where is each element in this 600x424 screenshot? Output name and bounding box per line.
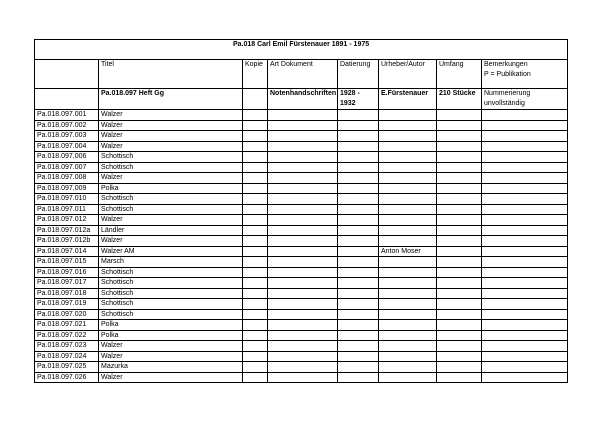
cell-umfang [437,204,482,215]
cell-id: Pa.018.097.008 [35,173,99,184]
cell-urheber [379,110,437,121]
cell-bemerkungen [482,341,568,352]
cell-titel: Schottisch [99,278,243,289]
cell-umfang [437,194,482,205]
cell-art [268,278,338,289]
cell-urheber [379,299,437,310]
cell-urheber [379,204,437,215]
cell-bemerkungen [482,257,568,268]
cell-id: Pa.018.097.023 [35,341,99,352]
cell-kopie [243,278,268,289]
table-row [35,351,568,362]
table-row [35,120,568,131]
cell-titel: Walzer [99,120,243,131]
cell-art [268,372,338,383]
cell-kopie [243,173,268,184]
cell-titel: Schottisch [99,204,243,215]
cell-art [268,288,338,299]
cell-umfang [437,141,482,152]
cell-id: Pa.018.097.018 [35,288,99,299]
cell-umfang [437,173,482,184]
cell-art [268,215,338,226]
cell-umfang [437,372,482,383]
table-row [35,362,568,373]
header-bemerkungen [482,60,568,89]
cell-art [268,341,338,352]
table-row [35,288,568,299]
cell-datierung [338,236,379,247]
header-kopie: Kopie [243,60,268,89]
cell-datierung [338,330,379,341]
table-row [35,299,568,310]
cell-urheber [379,309,437,320]
cell-bemerkungen [482,267,568,278]
cell-art [268,204,338,215]
cell-titel: Polka [99,320,243,331]
header-bemerkungen-line2: P = Publikation [484,70,531,78]
cell-id: Pa.018.097.003 [35,131,99,142]
cell-umfang [437,215,482,226]
table-row [35,236,568,247]
cell-urheber [379,278,437,289]
cell-id: Pa.018.097.001 [35,110,99,121]
cell-bemerkungen [482,141,568,152]
cell-datierung [338,299,379,310]
cell-urheber [379,267,437,278]
header-urheber: Urheber/Autor [379,60,437,89]
cell-datierung [338,131,379,142]
cell-kopie [243,110,268,121]
cell-titel: Schottisch [99,194,243,205]
cell-bemerkungen [482,236,568,247]
cell-bemerkungen [482,246,568,257]
cell-bemerkungen [482,120,568,131]
cell-umfang [437,257,482,268]
cell-umfang [437,351,482,362]
cell-kopie [243,309,268,320]
cell-kopie [243,141,268,152]
cell-umfang [437,246,482,257]
cell-titel: Schottisch [99,267,243,278]
cell-kopie [243,320,268,331]
table-row [35,152,568,163]
cell-datierung [338,173,379,184]
cell-urheber [379,183,437,194]
cell-kopie [243,152,268,163]
cell-art [268,299,338,310]
cell-urheber [379,141,437,152]
table-row [35,173,568,184]
cell-art [268,257,338,268]
cell-id: Pa.018.097.021 [35,320,99,331]
header-row [35,60,568,89]
cell-id: Pa.018.097.004 [35,141,99,152]
cell-titel: Walzer [99,110,243,121]
cell-datierung [338,110,379,121]
table-row [35,131,568,142]
cell-bemerkungen [482,215,568,226]
cell-art [268,246,338,257]
cell-id: Pa.018.097.024 [35,351,99,362]
cell-art [268,152,338,163]
cell-umfang [437,288,482,299]
cell-bemerkungen [482,330,568,341]
cell-urheber [379,372,437,383]
cell-urheber [379,330,437,341]
table-row [35,320,568,331]
table-row [35,141,568,152]
cell-titel: Walzer [99,372,243,383]
table-row [35,309,568,320]
cell-titel: Schottisch [99,299,243,310]
cell-art [268,162,338,173]
cell-art [268,236,338,247]
cell-umfang [437,120,482,131]
group-titel: Pa.018.097 Heft Gg [99,89,243,110]
group-datierung: 1928 - 1932 [338,89,379,110]
cell-id: Pa.018.097.012a [35,225,99,236]
cell-titel: Walzer [99,131,243,142]
cell-kopie [243,299,268,310]
cell-art [268,173,338,184]
cell-id: Pa.018.097.009 [35,183,99,194]
cell-kopie [243,194,268,205]
cell-art [268,362,338,373]
cell-datierung [338,362,379,373]
cell-art [268,120,338,131]
cell-datierung [338,372,379,383]
page-title: Pa.018 Carl Emil Fürstenauer 1891 - 1975 [35,40,568,60]
cell-bemerkungen [482,320,568,331]
cell-umfang [437,183,482,194]
cell-art [268,141,338,152]
cell-bemerkungen [482,152,568,163]
cell-kopie [243,162,268,173]
cell-datierung [338,152,379,163]
cell-id: Pa.018.097.014 [35,246,99,257]
cell-titel: Mazurka [99,362,243,373]
cell-umfang [437,110,482,121]
cell-datierung [338,183,379,194]
cell-umfang [437,362,482,373]
cell-art [268,330,338,341]
cell-bemerkungen [482,309,568,320]
table-row [35,257,568,268]
cell-art [268,320,338,331]
cell-titel: Ländler [99,225,243,236]
cell-id: Pa.018.097.011 [35,204,99,215]
table-row [35,110,568,121]
cell-titel: Schottisch [99,152,243,163]
cell-datierung [338,162,379,173]
table-row [35,194,568,205]
cell-id: Pa.018.097.015 [35,257,99,268]
cell-datierung [338,288,379,299]
cell-urheber [379,362,437,373]
cell-bemerkungen [482,173,568,184]
table-row [35,183,568,194]
cell-umfang [437,267,482,278]
cell-kopie [243,362,268,373]
cell-titel: Walzer [99,236,243,247]
cell-urheber [379,288,437,299]
cell-urheber [379,341,437,352]
cell-bemerkungen [482,110,568,121]
cell-id: Pa.018.097.006 [35,152,99,163]
cell-id: Pa.018.097.002 [35,120,99,131]
cell-art [268,110,338,121]
cell-titel: Walzer [99,141,243,152]
cell-bemerkungen [482,288,568,299]
table-row [35,341,568,352]
cell-id: Pa.018.097.019 [35,299,99,310]
cell-kopie [243,288,268,299]
cell-titel: Schottisch [99,288,243,299]
cell-urheber [379,351,437,362]
cell-kopie [243,257,268,268]
header-id [35,60,99,89]
table-row [35,225,568,236]
cell-urheber [379,173,437,184]
cell-urheber [379,320,437,331]
cell-id: Pa.018.097.022 [35,330,99,341]
cell-urheber [379,225,437,236]
cell-bemerkungen [482,372,568,383]
cell-umfang [437,162,482,173]
cell-art [268,194,338,205]
cell-titel: Polka [99,330,243,341]
cell-kopie [243,120,268,131]
cell-umfang [437,309,482,320]
cell-titel: Schottisch [99,309,243,320]
cell-bemerkungen [482,204,568,215]
cell-id: Pa.018.097.017 [35,278,99,289]
cell-kopie [243,372,268,383]
cell-id: Pa.018.097.016 [35,267,99,278]
cell-umfang [437,131,482,142]
cell-datierung [338,225,379,236]
cell-bemerkungen [482,131,568,142]
group-umfang: 210 Stücke [437,89,482,110]
cell-id: Pa.018.097.012b [35,236,99,247]
cell-datierung [338,341,379,352]
cell-titel: Walzer [99,215,243,226]
group-row [35,89,568,110]
cell-titel: Walzer [99,173,243,184]
cell-titel: Walzer AM [99,246,243,257]
cell-titel: Walzer [99,351,243,362]
cell-art [268,309,338,320]
table-row [35,204,568,215]
cell-urheber [379,152,437,163]
cell-umfang [437,236,482,247]
cell-titel: Walzer [99,341,243,352]
cell-titel: Polka [99,183,243,194]
cell-urheber [379,257,437,268]
cell-datierung [338,351,379,362]
cell-bemerkungen [482,162,568,173]
cell-urheber [379,162,437,173]
cell-datierung [338,204,379,215]
cell-kopie [243,183,268,194]
cell-datierung [338,246,379,257]
cell-kopie [243,204,268,215]
cell-datierung [338,320,379,331]
cell-urheber [379,131,437,142]
table-row [35,278,568,289]
cell-urheber [379,120,437,131]
cell-id: Pa.018.097.010 [35,194,99,205]
cell-kopie [243,246,268,257]
cell-id: Pa.018.097.007 [35,162,99,173]
group-bemerkungen: Nummerierung unvollständig [482,89,568,110]
header-art: Art Dokument [268,60,338,89]
cell-kopie [243,351,268,362]
cell-datierung [338,141,379,152]
group-kopie [243,89,268,110]
cell-art [268,267,338,278]
cell-art [268,351,338,362]
cell-art [268,183,338,194]
group-urheber: E.Fürstenauer [379,89,437,110]
cell-datierung [338,194,379,205]
table-row [35,330,568,341]
cell-bemerkungen [482,183,568,194]
cell-bemerkungen [482,299,568,310]
cell-umfang [437,341,482,352]
inventory-table [34,39,568,383]
cell-urheber: Anton Moser [379,246,437,257]
cell-urheber [379,215,437,226]
cell-kopie [243,267,268,278]
cell-art [268,225,338,236]
header-umfang: Umfang [437,60,482,89]
table-row [35,246,568,257]
header-bemerkungen-line1: Bemerkungen [484,61,528,68]
header-titel: Titel [99,60,243,89]
cell-id: Pa.018.097.025 [35,362,99,373]
cell-datierung [338,257,379,268]
cell-datierung [338,215,379,226]
cell-bemerkungen [482,278,568,289]
cell-datierung [338,278,379,289]
group-art: Notenhandschriften [268,89,338,110]
cell-kopie [243,330,268,341]
cell-art [268,131,338,142]
header-datierung: Datierung [338,60,379,89]
cell-id: Pa.018.097.012 [35,215,99,226]
cell-datierung [338,120,379,131]
cell-umfang [437,299,482,310]
cell-kopie [243,341,268,352]
cell-bemerkungen [482,362,568,373]
cell-bemerkungen [482,194,568,205]
cell-umfang [437,330,482,341]
cell-titel: Schottisch [99,162,243,173]
cell-bemerkungen [482,225,568,236]
cell-urheber [379,236,437,247]
table-row [35,267,568,278]
cell-umfang [437,320,482,331]
cell-urheber [379,194,437,205]
cell-datierung [338,267,379,278]
cell-umfang [437,152,482,163]
cell-umfang [437,278,482,289]
table-row [35,162,568,173]
cell-umfang [437,225,482,236]
cell-kopie [243,215,268,226]
cell-kopie [243,236,268,247]
cell-id: Pa.018.097.026 [35,372,99,383]
cell-kopie [243,225,268,236]
cell-titel: Marsch [99,257,243,268]
cell-kopie [243,131,268,142]
cell-datierung [338,309,379,320]
table-row [35,372,568,383]
table-row [35,215,568,226]
cell-id: Pa.018.097.020 [35,309,99,320]
group-id [35,89,99,110]
cell-bemerkungen [482,351,568,362]
